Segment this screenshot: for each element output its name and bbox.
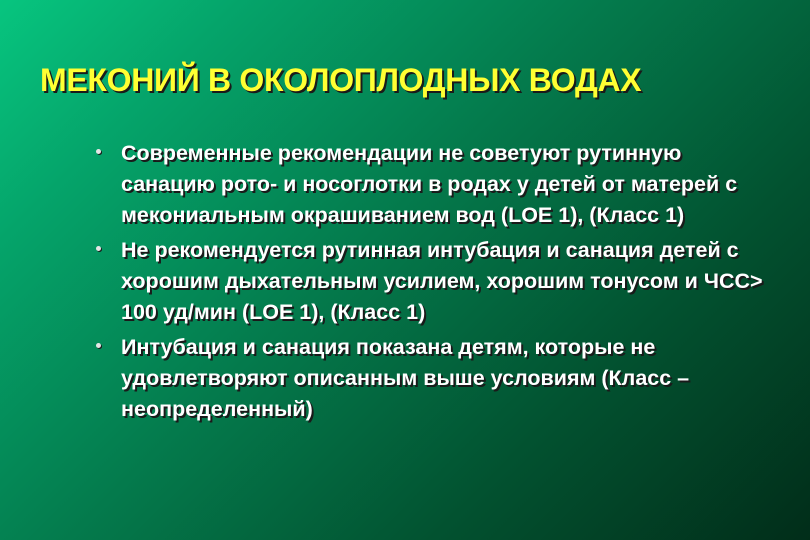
bullet-dot-icon [96,149,101,154]
bullet-dot-icon [96,343,101,348]
bullet-item-1 [92,138,772,231]
bullet-item-2 [92,235,772,328]
bullet-text-3: Интубация и санация показана детям, которые не удовлетворяют описанным выше условиям (Класс – неопределенный) [121,335,690,421]
bullet-text-2: Не рекомендуется рутинная интубация и санация детей с хорошим дыхательным усилием, хорошим тонусом и ЧСС> 100 уд/мин (LOE 1), (Класс 1) [121,238,763,324]
bullet-list [92,138,772,429]
bullet-text-1: Современные рекомендации не советуют рутинную санацию рото- и носоглотки в родах у детей от матерей с мекониальным окрашиванием вод (LOE 1), (Класс 1) [121,141,738,227]
bullet-item-3 [92,332,772,425]
slide-title: МЕКОНИЙ В ОКОЛОПЛОДНЫХ ВОДАХ [40,62,642,98]
bullet-dot-icon [96,246,101,251]
